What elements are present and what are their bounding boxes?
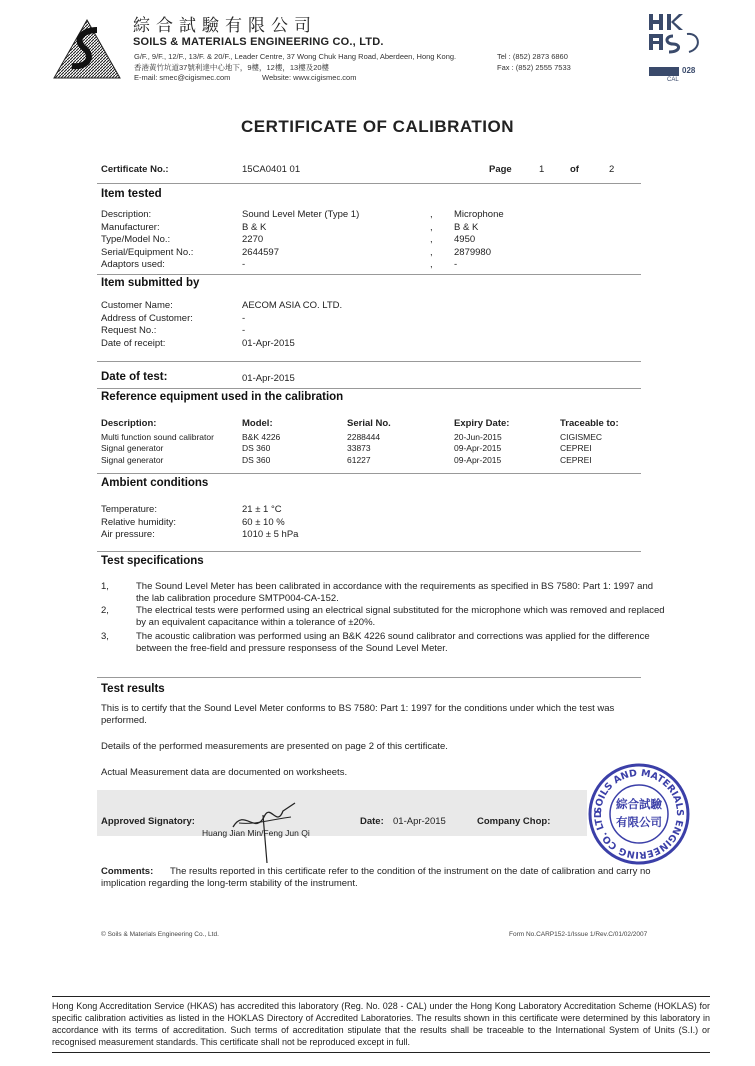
signatory-name: Huang Jian Min/Feng Jun Qi: [202, 828, 310, 838]
test-results-heading: Test results: [101, 683, 165, 695]
test-spec-number: 3,: [101, 631, 109, 642]
page-number: 1: [539, 164, 545, 175]
ambient-label: Relative humidity:: [101, 516, 176, 528]
company-name: SOILS & MATERIALS ENGINEERING CO., LTD.: [133, 36, 384, 48]
submitted-value: 01-Apr-2015: [242, 337, 295, 349]
reference-cell: DS 360: [242, 454, 271, 465]
item-tested-separator: ,: [430, 246, 433, 258]
divider: [97, 361, 641, 362]
certificate-no-value: 15CA0401 01: [242, 164, 301, 175]
page-of-label: of: [570, 164, 579, 175]
submitted-label: Request No.:: [101, 325, 157, 337]
item-tested-separator: ,: [430, 221, 433, 233]
reference-cell: 33873: [347, 443, 371, 454]
reference-cell: CIGISMEC: [560, 432, 603, 442]
stamp-cn-line1: 綜合試驗: [616, 797, 662, 811]
company-email: E-mail: smec@cigismec.com: [134, 73, 231, 82]
item-tested-value: 2270: [242, 234, 264, 246]
submitted-label: Address of Customer:: [101, 312, 193, 324]
hkas-suffix: CAL: [667, 77, 679, 83]
divider: [97, 388, 641, 389]
hkas-logo: [647, 12, 709, 88]
item-tested-value2: 2879980: [454, 246, 491, 258]
company-chinese-name: 綜合試驗有限公司: [133, 16, 317, 36]
date-of-test-label: Date of test:: [101, 371, 168, 383]
reference-cell: 09-Apr-2015: [454, 454, 502, 465]
company-tel: Tel : (852) 2873 6860: [497, 52, 568, 61]
signatory-band: [97, 790, 587, 836]
item-tested-label: Type/Model No.:: [101, 234, 171, 246]
company-fax: Fax : (852) 2555 7533: [497, 63, 571, 72]
test-spec-number: 2,: [101, 605, 109, 616]
reference-cell: B&K 4226: [242, 432, 281, 442]
reference-cell: 20-Jun-2015: [454, 432, 502, 442]
submitted-value: -: [242, 312, 246, 324]
ambient-heading: Ambient conditions: [101, 477, 209, 489]
item-tested-label: Description:: [101, 209, 152, 220]
page-total: 2: [609, 164, 615, 175]
reference-cell: Signal generator: [101, 443, 164, 454]
stamp-cn-line2: 有限公司: [616, 815, 662, 829]
ambient-value: 1010 ± 5 hPa: [242, 529, 299, 540]
item-tested-label: Adaptors used:: [101, 259, 165, 271]
submitted-value: AECOM ASIA CO. LTD.: [242, 300, 343, 311]
comments-label: Comments:: [101, 866, 154, 877]
test-results-details: Details of the performed measurements are presented on page 2 of this certificate.: [101, 741, 448, 752]
item-tested-value2: -: [454, 259, 458, 271]
test-spec-text: The electrical tests were performed using an electrical signal substituted for the microphone which was removed and replaced by an equivalent capacitance within a tolerance of ±20%.: [136, 605, 665, 628]
item-tested-value: Sound Level Meter (Type 1): [242, 209, 360, 220]
company-chop-label: Company Chop:: [477, 816, 551, 827]
item-tested-value: B & K: [242, 221, 267, 233]
company-website: Website: www.cigismec.com: [262, 73, 357, 82]
divider: [97, 551, 641, 552]
stamp-ring-text: SOILS AND MATERIALS ENGINEERING CO. LTD: [592, 767, 686, 861]
copyright: © Soils & Materials Engineering Co., Ltd.: [101, 931, 219, 938]
signatory-date-label: Date:: [360, 816, 384, 827]
page-label: Page: [489, 164, 512, 175]
submitted-label: Customer Name:: [101, 300, 173, 311]
test-spec-number: 1,: [101, 581, 109, 592]
divider: [97, 183, 641, 184]
reference-column-header: Traceable to:: [560, 418, 619, 429]
reference-cell: Signal generator: [101, 454, 164, 465]
hkas-accreditation-box: [52, 996, 710, 1053]
item-tested-separator: ,: [430, 209, 433, 220]
certificate-title: CERTIFICATE OF CALIBRATION: [240, 117, 514, 136]
item-tested-value2: B & K: [454, 221, 479, 233]
reference-cell: CEPREI: [560, 443, 592, 454]
test-results-worksheets: Actual Measurement data are documented on worksheets.: [101, 767, 348, 778]
reference-column-header: Expiry Date:: [454, 418, 510, 429]
item-submitted-heading: Item submitted by: [101, 277, 200, 289]
reference-cell: Multi function sound calibrator: [101, 432, 214, 442]
reference-cell: DS 360: [242, 443, 271, 454]
reference-column-header: Serial No.: [347, 418, 391, 429]
test-spec-heading: Test specifications: [101, 555, 204, 567]
form-number: Form No.CARP152-1/Issue 1/Rev.C/01/02/2007: [509, 931, 648, 938]
reference-cell: 61227: [347, 454, 371, 465]
item-tested-value: -: [242, 259, 246, 271]
ambient-value: 60 ± 10 %: [242, 516, 285, 528]
company-chop-stamp: [587, 762, 691, 866]
item-tested-value: 2644597: [242, 246, 279, 258]
hkas-accreditation-note: Hong Kong Accreditation Service (HKAS) has accredited this laboratory (Reg. No. 028 - CAL) under the Hong Kong Laboratory Accreditation Scheme (HOKLAS) for specific calibration activities as listed in the HOKLAS Directory of Accredited Laboratories. The results shown in this certificate were determined by this laboratory in accordance with its terms of accreditation. Such terms of accreditation stipulate that the results shall be traceable to the International System of Units (S.I.) or recognised measurement standards. This certificate shall not be reproduced except in full.: [52, 1001, 710, 1047]
reference-cell: 2288444: [347, 432, 381, 442]
reference-heading: Reference equipment used in the calibration: [101, 391, 344, 403]
approved-signatory-label: Approved Signatory:: [101, 816, 195, 827]
hkas-code: 028: [682, 66, 696, 75]
divider: [97, 473, 641, 474]
item-tested-separator: ,: [430, 234, 433, 246]
item-tested-separator: ,: [430, 259, 433, 271]
submitted-label: Date of receipt:: [101, 337, 166, 349]
address-en: G/F., 9/F., 12/F., 13/F. & 20/F., Leader Centre, 37 Wong Chuk Hang Road, Aberdeen, Hong Kong.: [134, 52, 457, 61]
test-spec-text: The Sound Level Meter has been calibrated in accordance with the requirements as specified in BS 7580: Part 1: 1997 and the lab calibration procedure SMTP004-CA-152.: [136, 581, 654, 604]
ambient-value: 21 ± 1 °C: [242, 504, 282, 515]
reference-cell: CEPREI: [560, 454, 592, 465]
item-tested-label: Manufacturer:: [101, 221, 160, 233]
divider: [97, 677, 641, 678]
item-tested-label: Serial/Equipment No.:: [101, 246, 194, 258]
certificate-no-label: Certificate No.:: [101, 164, 169, 175]
test-spec-text: The acoustic calibration was performed using an B&K 4226 sound calibrator and corrections was applied for the difference between the free-field and pressure responsess of the Sound Level Meter.: [136, 631, 650, 654]
test-results-statement: This is to certify that the Sound Level Meter conforms to BS 7580: Part 1: 1997 for the conditions under which the test was performed.: [101, 703, 615, 726]
ambient-label: Air pressure:: [101, 529, 155, 540]
comments-text: The results reported in this certificate refer to the condition of the instrument on the date of calibration and carry no implication regarding the long-term stability of the instrument.: [101, 866, 651, 889]
reference-column-header: Description:: [101, 418, 157, 429]
divider: [97, 274, 641, 275]
signatory-date: 01-Apr-2015: [393, 816, 446, 827]
ambient-label: Temperature:: [101, 504, 157, 515]
submitted-value: -: [242, 325, 246, 337]
address-cn: 香港黃竹坑道37號利達中心地下，9樓，12樓，13樓及20樓: [134, 63, 330, 72]
company-logo: [52, 18, 122, 80]
item-tested-heading: Item tested: [101, 188, 162, 200]
item-tested-value2: Microphone: [454, 209, 504, 220]
reference-cell: 09-Apr-2015: [454, 443, 502, 454]
reference-column-header: Model:: [242, 418, 273, 429]
date-of-test-value: 01-Apr-2015: [242, 373, 295, 384]
item-tested-value2: 4950: [454, 234, 476, 246]
